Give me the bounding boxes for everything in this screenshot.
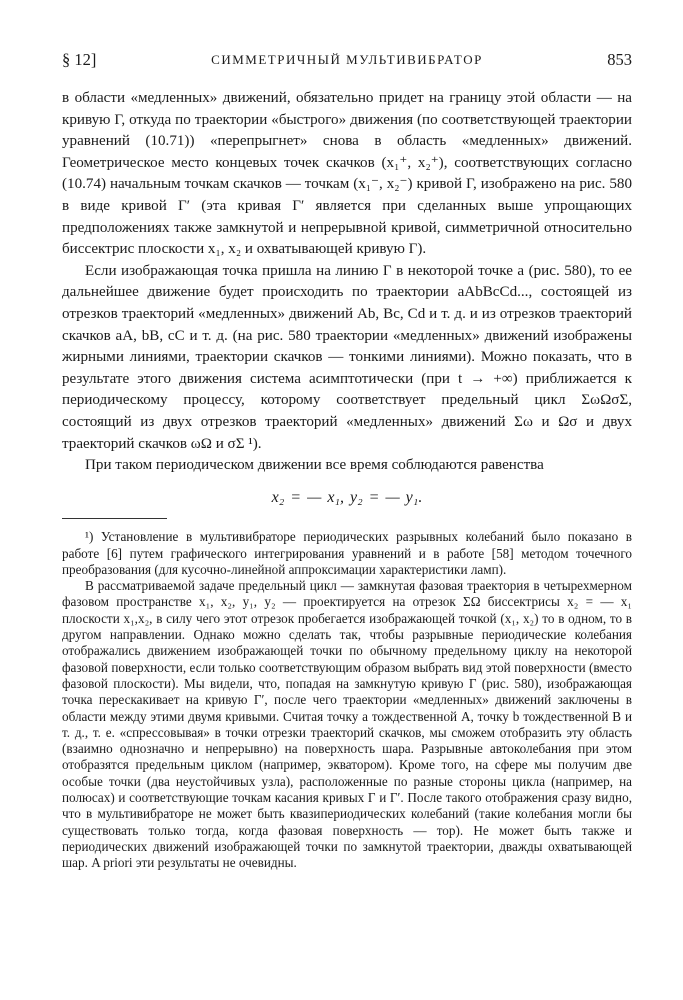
running-title: СИММЕТРИЧНЫЙ МУЛЬТИВИБРАТОР: [211, 52, 483, 67]
body-paragraph: Если изображающая точка пришла на линию Г в некоторой точке a (рис. 580), то ее дальнейшее движение будет происходить по траектории aAbBcCd..., состоящей из отрезков траекторий «медленных» движений Ab, Bc, Cd и т. д. и из отрезков траекторий скачков aA, bB, cC и т. д. (на рис. 580 траектории «медленных» движений изображены жирными линиями, траектории скачков — тонкими линиями). Можно показать, что в результате этого движения система асимптотически (при t → +∞) приближается к периодическому процессу, которому соответствует предельный цикл ΣωΩσΣ, состоящий из двух отрезков траекторий «медленных» движений Σω и Ωσ и двух траекторий скачков ωΩ и σΣ ¹).: [62, 262, 632, 452]
running-header: [62, 50, 632, 74]
footnote-separator: [62, 518, 167, 519]
page-number: 853: [607, 50, 632, 69]
section-number: § 12]: [62, 50, 97, 69]
footnote-paragraph: В рассматриваемой задаче предельный цикл — замкнутая фазовая траектория в четырехмерном фазовом пространстве x₁, x₂, y₁, y₂ — проектируется на отрезок ΣΩ биссектрисы x₂ = — x₁ плоскости x₁,x₂, в силу чего этот отрезок пробегается изображающей точкой (x₁, x₂) то в одном, то в другом направлении. Однако можно сделать так, чтобы разрывные периодические колебания отображались движением изображающей точки по обычному предельному циклу на некоторой фазовой поверхности, если только соответствующим образом выбрать вид этой поверхности (вместо фазовой плоскости). Мы видели, что, попадая на замкнутую кривую Г (рис. 580), изображающая точка перескакивает на кривую Г′, после чего траектории «медленных» движений заключены в области между этими двумя кривыми. Считая точку a тождественной A, точку b тождественной B и т. д., т. е. «спрессовывая» в точки отрезки траекторий скачков, мы сможем отобразить эту область (взаимно однозначно и непрерывно) на поверхность шара. Разрывные автоколебания при этом отобразятся предельным циклом (например, экватором). Кроме того, на сфере мы получим две особые точки (два неустойчивых узла), расположенные по разные стороны цикла (например, на полюсах) и соответствующие точкам касания кривых Г и Г′. После такого отображения сразу видно, что в мультивибраторе не может быть квазипериодических колебаний (такие колебания могли бы существовать только тогда, когда фазовая поверхность — тор). Не может быть также и периодических движений изображающей точки по замкнутой траектории, дважды охватывающей шар. A priori эти результаты не очевидны.: [62, 578, 632, 871]
body-paragraph: При таком периодическом движении все время соблюдаются равенства: [85, 457, 544, 474]
footnote-paragraph: ¹) Установление в мультивибраторе периодических разрывных колебаний было показано в работе [6] путем графического интегрирования уравнений и в работе [58] методом точечного преобразования (для кусочно-линейной аппроксимации характеристики ламп).: [62, 529, 632, 577]
display-formula: x₂ = — x₁, y₂ = — y₁.: [271, 488, 423, 506]
main-text: [62, 88, 632, 872]
body-paragraph: в области «медленных» движений, обязательно придет на границу этой области — на кривую Г, откуда по траектории «быстрого» движения (по соответствующей траектории уравнений (10.71)) «перепрыгнет» снова в область «медленных» движений. Геометрическое место концевых точек скачков (x₁⁺, x₂⁺), соответствующих согласно (10.74) начальным точкам скачков — точкам (x₁⁻, x₂⁻) кривой Г, изображено на рис. 580 в виде кривой Г′ (эта кривая Г′ является при сделанных выше упрощающих предположениях также замкнутой и непрерывной кривой, симметричной относительно биссектрис плоскости x₁, x₂ и охватывающей кривую Г).: [62, 90, 632, 258]
footnote: [62, 529, 632, 871]
